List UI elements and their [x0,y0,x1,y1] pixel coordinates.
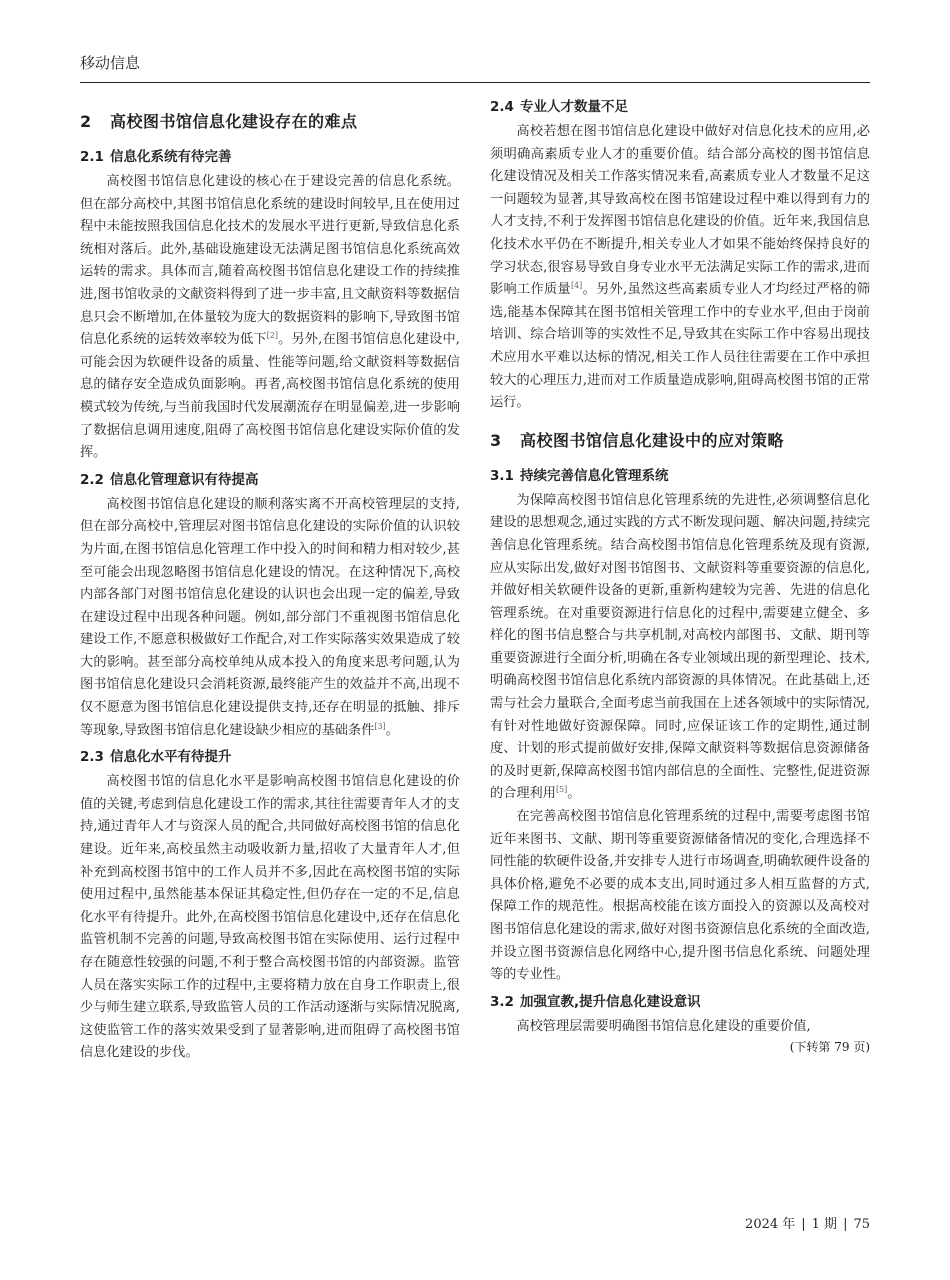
citation: [2] [266,331,278,341]
section-3-2-paragraph: 高校管理层需要明确图书馆信息化建设的重要价值, [516,1018,811,1034]
citation: [4] [570,281,583,291]
section-2-4-heading: 2.4 专业人才数量不足 [490,99,628,115]
section-2-1-heading: 2.1 信息化系统有待完善 [80,149,232,165]
journal-name: 移动信息 [80,54,141,72]
section-3-1-heading: 3.1 持续完善信息化管理系统 [490,467,669,484]
header-rule [80,82,870,83]
right-column [490,96,870,1056]
left-column [80,96,460,1065]
page-number: 75 [853,1217,870,1232]
footer-separator: | [843,1217,848,1232]
section-3-1-paragraph-2: 在完善高校图书馆信息化管理系统的过程中,需要考虑图书馆近年来图书、文献、期刊等重要资源储备情况的变化,合理选择不同性能的软硬件设备,并安排专人进行市场调查,明确软硬件设备的具体价格,避免不必要的成本支出,同时通过多人相互监督的方式,保障工作的规范性。根据高校能在该方面投入的资源以及高校对图书馆信息化建设的需求,做好对图书资源信息化系统的全面改造,并设立图书资源信息化网络中心,提升图书信息化系统、问题处理等的专业性。 [490,809,870,983]
section-2-2-paragraph: 高校图书馆信息化建设的顺利落实离不开高校管理层的支持,但在部分高校中,管理层对图书馆信息化建设的实际价值的认识较为片面,在图书馆信息化管理工作中投入的时间和精力相对较少,甚至可能会出现忽略图书馆信息化建设的情况。在这种情况下,高校内部各部门对图书馆信息化建设的认识也会出现一定的偏差,导致在建设过程中出现各种问题。例如,部分部门不重视图书馆信息化建设工作,不愿意积极做好工作配合,对工作实际落实效果造成了较大的影响。甚至部分高校单纯从成本投入的角度来思考问题,认为图书馆信息化建设只会消耗资源,最终能产生的效益并不高,出现不仅不愿意为图书馆信息化建设提供支持,还存在明显的抵触、排斥等现象,导致图书馆信息化建设缺少相应的基础条件[3]。 [80,496,460,738]
section-2-heading: 2 高校图书馆信息化建设存在的难点 [80,112,358,131]
section-2-2-heading: 2.2 信息化管理意识有待提高 [80,471,259,488]
footer-year: 2024 年 [745,1217,796,1232]
section-3-1-paragraph-1: 为保障高校图书馆信息化管理系统的先进性,必须调整信息化建设的思想观念,通过实践的方式不断发现问题、解决问题,持续完善信息化管理系统。结合高校图书馆信息化管理系统及现有资源,应从实际出发,做好对图书馆图书、文献资料等重要资源的信息化,并做好相关软硬件设备的更新,重新构建较为完善、先进的信息化管理系统。在对重要资源进行信息化的过程中,需要建立健全、多样化的图书信息整合与共享机制,对高校内部图书、文献、期刊等重要资源进行全面分析,明确在各专业领域出现的新型理论、技术,明确高校图书馆信息化系统内部资源的具体情况。在此基础上,还需与社会力量联合,全面考虑当前我国在上述各领域中的实际情况,有针对性地做好资源保障。同时,应保证该工作的定期性,通过制度、计划的形式提前做好安排,保障文献资料等数据信息资源储备的及时更新,保障高校图书馆内部信息的全面性、完整性,促进资源的合理利用[5]。 [490,492,870,802]
section-2-3-paragraph: 高校图书馆的信息化水平是影响高校图书馆信息化建设的价值的关键,考虑到信息化建设工作的需求,其往往需要青年人才的支持,通过青年人才与资深人员的配合,共同做好高校图书馆的信息化建设。近年来,高校虽然主动吸收新力量,招收了大量青年人才,但补充到高校图书馆中的工作人员并不多,因此在高校图书馆的实际使用过程中,虽然能基本保证其稳定性,但仍存在一定的不足,信息化水平有待提升。此外,在高校图书馆信息化建设中,还存在信息化监管机制不完善的问题,导致高校图书馆在实际使用、运行过程中存在随意性较强的问题,不利于整合高校图书馆的内部资源。监管人员在落实实际工作的过程中,主要将精力放在自身工作职责上,很少与师生建立联系,导致监管人员的工作活动逐渐与实际情况脱离,这使监管工作的落实效果受到了显著影响,进而阻碍了高校图书馆信息化建设的步伐。 [80,774,460,1061]
continued-note: (下转第 79 页) [789,1040,870,1055]
section-2-3-heading: 2.3 信息化水平有待提升 [80,749,232,766]
footer-separator: | [801,1217,806,1232]
section-3-heading: 3 高校图书馆信息化建设中的应对策略 [490,430,785,450]
page-footer [745,1213,870,1232]
footer-issue: 1 期 [811,1217,838,1232]
citation: [3] [374,721,386,731]
section-2-4-paragraph: 高校若想在图书馆信息化建设中做好对信息化技术的应用,必须明确高素质专业人才的重要价值。结合部分高校的图书馆信息化建设情况及相关工作落实情况来看,高素质专业人才数量不足这一问题较为显著,其导致高校在图书馆建设过程中难以得到有力的人才支持,不利于发挥图书馆信息化建设的价值。近年来,我国信息化技术水平仍在不断提升,相关专业人才如果不能始终保持良好的学习状态,很容易导致自身专业水平无法满足实际工作的需求,进而影响工作质量[4]。另外,虽然这些高素质专业人才均经过严格的筛选,能基本保障其在图书馆相关管理工作中的专业水平,但由于岗前培训、综合培训等的实效性不足,导致其在实际工作中容易出现技术应用水平难以达标的情况,相关工作人员往往需要在工作中承担较大的心理压力,进而对工作质量造成影响,阻碍高校图书馆的正常运行。 [490,124,871,411]
running-header [80,52,870,82]
citation: [5] [555,785,568,795]
section-2-1-paragraph: 高校图书馆信息化建设的核心在于建设完善的信息化系统。但在部分高校中,其图书馆信息化系统的建设时间较早,且在使用过程中未能按照我国信息化技术的发展水平进行更新,导致信息化系统相对落后。此外,基础设施建设无法满足图书馆信息化系统高效运转的需求。具体而言,随着高校图书馆信息化建设工作的持续推进,图书馆收录的文献资料得到了进一步丰富,且文献资料等数据信息只会不断增加,在体量较为庞大的数据资料的影响下,导致图书馆信息化系统的运转效率较为低下[2]。另外,在图书馆信息化建设中,可能会因为软硬件设备的质量、性能等问题,给文献资料等数据信息的储存安全造成负面影响。再者,高校图书馆信息化系统的使用模式较为传统,与当前我国时代发展潮流存在明显偏差,进一步影响了数据信息调用速度,阻碍了高校图书馆信息化建设实际价值的发挥。 [80,174,460,461]
section-3-2-heading: 3.2 加强宣教,提升信息化建设意识 [490,993,701,1010]
